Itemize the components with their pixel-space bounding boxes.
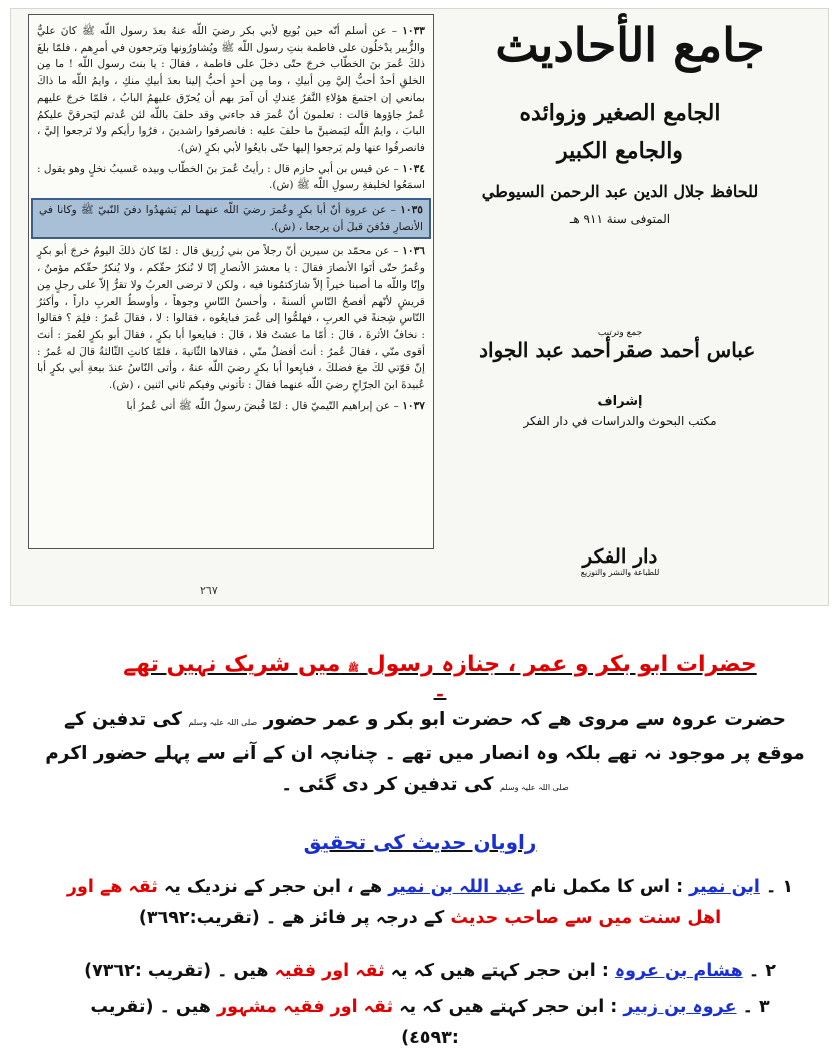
narrators-section-title: راویان حدیث کی تحقیق xyxy=(303,830,537,854)
salutation-mark: ﷺ xyxy=(348,664,359,674)
book-title: جامع الأحاديث xyxy=(495,18,765,72)
narrator-text: ھے ، ابن حجر کے نزدیک یہ xyxy=(163,877,383,897)
hadith-1036: ١٠٣٦ – عن محمّد بن سيرين أنّ رجلاً من بني زُريق قال : لمّا كانَ ذلكَ اليومُ خرجَ أبو بكرٍ وعُمرُ حتّى أتَوا الأنصارَ فقالَ : يا معشرَ الأنصارِ إنّا لا نُنكرُ حقّكم ، ولا يُنكرُ حقّكم مؤمنٌ ، وإنّا واللّه ما أصبنا خيراً إلاّ شارَكتمُونا فيه ، ولكن لا ترضى العربُ ولا تقرُّ إلاّ على رجلٍ مِن قريشٍ لأنّهم أفصحُ النّاسِ ألسنةً ، وأحسنُ النّاسِ وجوهاً ، وأوسطُ العربِ داراً ، وأكثرُ النّاسِ شِجنةً في العربِ ، فهلمُّوا إلى عُمرَ فبايعُوه ، فقالوا : لا ، فقالَ عُمرُ : فلِمَ ؟ فقالوا : نخافُ الأثرةَ ، قالَ : أمّا ما عشتُ فلا ، قالَ : فبايعوا أبا بكرٍ ، فقالَ أبو بكرٍ لعُمرَ : أنتَ أقوى منّي ، فقالَ عُمرُ : أنتَ أفضلُ منّي ، فقالاها الثّانيةَ ، فلمّا كانتِ الثّالثةُ قالَ له عُمرُ : إنّ قوّتي لكَ معَ فضلكَ ، فبايِعوا أبا بكرٍ رضيَ اللّه عنهُ ، وأتى النّاسُ عندَ بيعةِ أبي بكرٍ أبا عُبيدةَ ابنَ الجرّاحِ رضيَ اللّه عنهما فقالَ : تأتوني وفيكم ثاني اثنين ، (ش). xyxy=(37,245,425,392)
summary-text: کی تدفین کے موقع پر موجود نہ تھے بلکہ وہ انصار میں تھے ۔ چنانچہ ان کے آنے سے پہلے حضور اکرم xyxy=(45,709,805,764)
hadith-1033: ١٠٣٣ – عن أسلم أنّه حين بُويع لأبي بكر رضيَ اللّه عنهُ بعدَ رسول اللّه ﷺ كانَ عليٌّ والزُّبير يدْخلُون على فاطمة بنتِ رسول اللّه ﷺ ويُشاورُونها ويَرجعون في أمرِهم ، فلمّا بلغَ ذلكَ عُمرَ بنَ الخطّاب خرجَ حتّى دخلَ على فاطمة ، فقالَ : يا بنتَ رسول اللّه ! ما مِن الخلقِ أحدٌ أحبُّ إليَّ مِن أبيكِ ، وما مِن أحدٍ أحبُّ إلينا بعدَ أبيكِ منكِ ، وايمُ اللّه ما ذاكَ بمانعي إن اجتمعَ هؤلاءِ النَّفرُ عِندكِ أن آمرَ بهم أن يُحرّق عليهمُ البابُ ، فلمّا خرجَ عليهم عُمرُ جاؤوها قالت : تعلمونَ أنّ عُمرَ قد جاءني وقد حلفَ باللّه لئن عُدتم ليَحرقنَّ عليكمُ البابَ ، وايمُ اللّه ليَمضينَّ ما حلفَ عليه : فانصرفوا راشدينَ ، فرُوا رأيكم ولا تَرجعوا إليَّ ، فانصرفُوا عنها ولم يَرجعوا إليها حتّى بايعُوا لأبي بكرٍ (ش). xyxy=(37,25,425,154)
narrator-index: ١ ۔ xyxy=(766,877,794,897)
hadith-number: ١٠٣٥ xyxy=(400,204,423,217)
narrator-index: ٢ ۔ xyxy=(748,961,776,981)
narrator-grade: ثقہ اور فقیہ مشہور xyxy=(217,997,394,1017)
hadith-number: ١٠٣٣ xyxy=(402,25,425,37)
hadith-1037: ١٠٣٧ – عن إبراهيم التّيميّ قال : لمّا قُبضَ رسولُ اللّه ﷺ أتى عُمرُ أبا xyxy=(126,399,425,412)
summary-text: کی تدفین کر دی گئی ۔ xyxy=(281,774,494,795)
salutation-mark: صلی اللہ علیہ وسلم xyxy=(188,718,258,727)
narrator-grade: ثقہ اور فقیہ xyxy=(274,961,385,981)
narrator-text: : اس کا مکمل نام xyxy=(530,877,684,897)
narrator-grade: ثقہ ھے اور اھل سنت میں سے صاحب حدیث xyxy=(66,877,722,928)
hadith-column xyxy=(28,14,434,549)
narrator-2 xyxy=(60,956,800,987)
supervision-office: مكتب البحوث والدراسات في دار الفكر xyxy=(523,414,717,428)
publisher-tagline: للطباعة والنشر والتوزيع xyxy=(580,568,660,577)
book-subtitle-1: الجامع الصغير وزوائده xyxy=(519,100,721,126)
hadith-number: ١٠٣٦ xyxy=(402,245,425,258)
book-author: للحافظ جلال الدين عبد الرحمن السيوطي xyxy=(481,182,759,201)
narrator-3 xyxy=(60,992,800,1054)
summary-text: حضرت عروہ سے مروی ھے کہ حضرت ابو بکر و عمر حضور xyxy=(263,709,786,730)
narrator-name: ھشام بن عروہ xyxy=(614,961,743,981)
narrator-text: : ابن حجر کہتے ھیں کہ یہ xyxy=(390,961,609,981)
editor-name: عباس أحمد صقر xyxy=(614,338,756,362)
narrator-text: کے درجہ پر فائز ھے ۔ (تقریب:٣٦٩٢) xyxy=(138,908,445,928)
urdu-heading xyxy=(120,652,760,702)
narrator-1 xyxy=(60,872,800,934)
hadith-1034: ١٠٣٤ – عن قيس بن أبي حازم قال : رأيتُ عُمرَ بنَ الخطّاب وبيده عَسيبُ نخلٍ وهو يقول : اسمَعُوا لخليفةِ رسولِ اللّه ﷺ (ش). xyxy=(37,162,425,192)
author-death-year: المتوفى سنة ٩١١ هـ xyxy=(569,212,671,226)
narrator-index: ٣ ۔ xyxy=(742,997,770,1017)
supervision-label: إشراف xyxy=(597,394,643,409)
hadith-text: عن عروة أنّ أبا بكرٍ وعُمرَ رضيَ اللّه عنهما لم يَشهدُوا دفنَ النّبيّ ﷺ وكانا في الأنصارِ فدُفنَ قبلَ أن يرجعا ، (ش). xyxy=(39,204,423,233)
hadith-text: عن قيس بن أبي حازم قال : رأيتُ عُمرَ بنَ الخطّاب وبيده عَسيبُ نخلٍ وهو يقول : اسمَعُوا لخليفةِ رسولِ اللّه ﷺ (ش). xyxy=(37,162,425,192)
book-subtitle-2: والجامع الكبير xyxy=(557,138,683,164)
narrator-name: ابن نمیر xyxy=(689,877,760,897)
hadith-text: عن محمّد بن سيرين أنّ رجلاً من بني زُريق قال : لمّا كانَ ذلكَ اليومُ خرجَ أبو بكرٍ وعُمرُ حتّى أتَوا الأنصارَ فقالَ : يا معشرَ الأنصارِ إنّا لا نُنكرُ حقّكم ، ولا يُنكرُ حقّكم مؤمنٌ ، وإنّا واللّه ما أصبنا خيراً إلاّ شارَكتمُونا فيه ، ولكن لا ترضى العربُ ولا تقرُّ إلاّ على رجلٍ مِن قريشٍ لأنّهم أفصحُ النّاسِ ألسنةً ، وأحسنُ النّاسِ وجوهاً ، وأوسطُ العربِ داراً ، وأكثرُ النّاسِ شِجنةً في العربِ ، فهلمُّوا إلى عُمرَ فبايعُوه ، فقالوا : لا ، فقالَ عُمرُ : فلِمَ ؟ فقالوا : نخافُ الأثرةَ ، قالَ : أمّا ما عشتُ فلا ، قالَ : فبايعوا أبا بكرٍ ، فقالَ أبو بكرٍ لعُمرَ : أنتَ أقوى منّي ، فقالَ عُمرُ : أنتَ أفضلُ منّي ، فقالاها الثّانيةَ ، فلمّا كانتِ الثّالثةُ قالَ له عُمرُ : إنّ قوّتي لكَ معَ فضلكَ ، فبايِعوا أبا بكرٍ رضيَ اللّه عنهُ ، وأتى النّاسُ عندَ بيعةِ أبي بكرٍ أبا عُبيدةَ ابنَ الجرّاحِ رضيَ اللّه عنهما فقالَ : تأتوني وفيكم ثاني اثنين ، (ش). xyxy=(37,245,425,392)
urdu-summary-paragraph xyxy=(40,704,810,803)
editors-label: جمع وترتيب xyxy=(597,328,643,338)
heading-text-end: میں شریک نہیں تھے ۔ xyxy=(123,652,447,702)
heading-text: حضرات ابو بکر و عمر ، جنازہ رسول xyxy=(366,652,757,677)
hadith-number: ١٠٣٧ xyxy=(402,399,425,412)
hadith-text: عن إبراهيم التّيميّ قال : لمّا قُبضَ رسولُ اللّه ﷺ أتى عُمرُ أبا xyxy=(126,399,391,412)
salutation-mark: صلی اللہ علیہ وسلم xyxy=(499,783,569,792)
narrator-full-name: عبد اللہ بن نمیر xyxy=(388,877,525,897)
editor-name: أحمد عبد الجواد xyxy=(479,338,611,362)
narrator-name: عروہ بن زبیر xyxy=(623,997,737,1017)
narrator-text: ھیں ۔ (تقریب :٤٥٩٣) xyxy=(90,997,459,1048)
hadith-text: عن أسلم أنّه حين بُويع لأبي بكر رضيَ اللّه عنهُ بعدَ رسول اللّه ﷺ كانَ عليٌّ والزُّبير يدْخلُون على فاطمة بنتِ رسول اللّه ﷺ ويُشاورُونها ويَرجعون في أمرِهم ، فلمّا بلغَ ذلكَ عُمرَ بنَ الخطّاب خرجَ حتّى دخلَ على فاطمة ، فقالَ : يا بنتَ رسول اللّه ! ما مِن الخلقِ أحدٌ أحبُّ إليَّ مِن أبيكِ ، وما مِن أحدٍ أحبُّ إلينا بعدَ أبيكِ منكِ ، وايمُ اللّه ما ذاكَ بمانعي إن اجتمعَ هؤلاءِ النَّفرُ عِندكِ أن آمرَ بهم أن يُحرّق عليهمُ البابُ ، فلمّا خرجَ عليهم عُمرُ جاؤوها قالت : تعلمونَ أنّ عُمرَ قد جاءني وقد حلفَ باللّه لئن عُدتم ليَحرقنَّ عليكمُ البابَ ، وايمُ اللّه ليَمضينَّ ما حلفَ عليه : فانصرفوا راشدينَ ، فرُوا رأيكم ولا تَرجعوا إليَّ ، فانصرفُوا عنها ولم يَرجعوا إليها حتّى بايعُوا لأبي بكرٍ (ش). xyxy=(37,25,425,154)
highlighted-hadith-1035: ١٠٣٥ – عن عروة أنّ أبا بكرٍ وعُمرَ رضيَ اللّه عنهما لم يَشهدُوا دفنَ النّبيّ ﷺ وكانا في الأنصارِ فدُفنَ قبلَ أن يرجعا ، (ش). xyxy=(31,198,431,239)
publisher-name: دار الفكر xyxy=(582,544,658,568)
hadith-number: ١٠٣٤ xyxy=(402,162,425,175)
narrator-text: : ابن حجر کہتے ھیں کہ یہ xyxy=(399,997,618,1017)
page-number: ٢٦٧ xyxy=(200,584,218,597)
narrator-text: ھیں ۔ (تقریب :٧٣٦٢) xyxy=(84,961,269,981)
